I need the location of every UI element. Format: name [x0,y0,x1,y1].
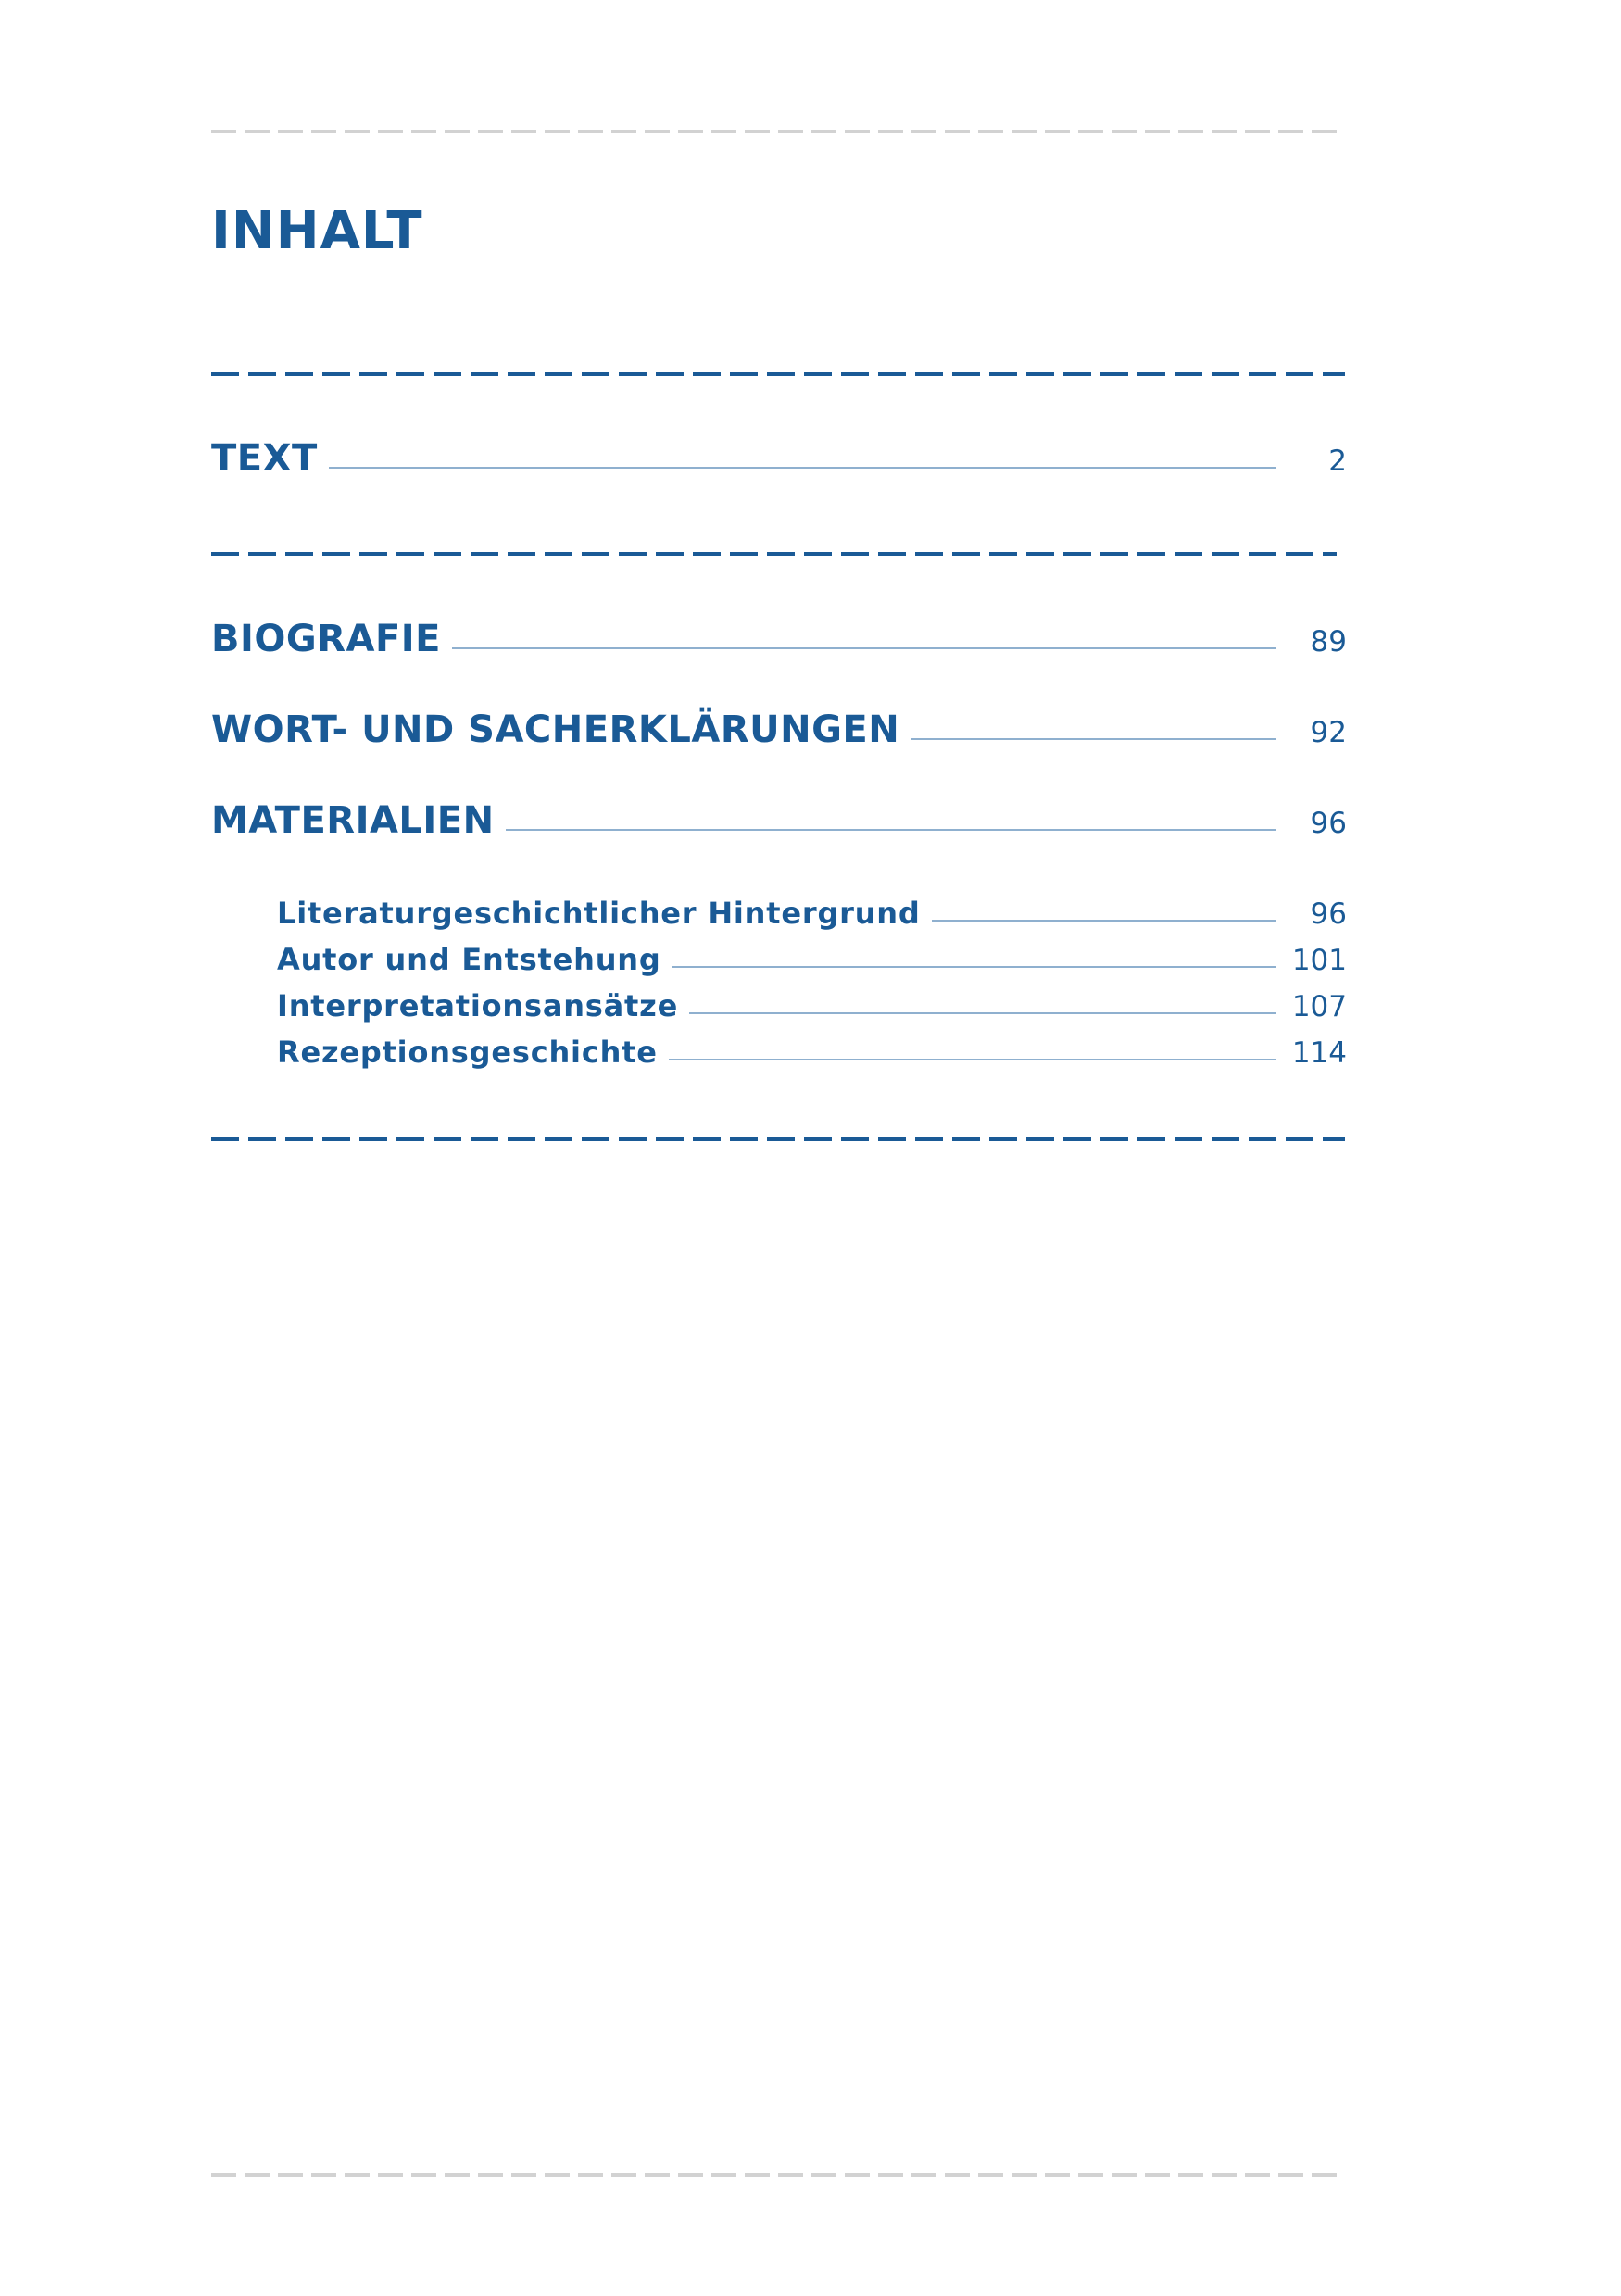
toc-leader-line [452,647,1276,649]
toc-page-number: 114 [1291,1036,1347,1070]
toc-page-number: 96 [1310,897,1347,931]
toc-entry-wort-und-sacherklaerungen[interactable] [211,709,1347,751]
toc-entry-text[interactable] [211,437,1347,480]
toc-leader-line [911,738,1276,740]
toc-subentry-label: Autor und Entstehung [277,942,661,977]
toc-page-number: 92 [1310,716,1347,749]
section-divider [211,552,1337,556]
toc-subentry-rezeption[interactable] [277,1035,1347,1070]
toc-subentry-label: Rezeptionsgeschichte [277,1035,658,1070]
top-dashed-rule [211,130,1345,133]
toc-subentry-label: Literaturgeschichtlicher Hintergrund [277,896,921,931]
toc-entry-materialien[interactable] [211,799,1347,842]
toc-page-number: 96 [1310,807,1347,840]
toc-page-number: 2 [1328,445,1347,478]
toc-entry-label: BIOGRAFIE [211,618,441,660]
toc-leader-line [689,1012,1276,1014]
section-divider [211,1137,1345,1141]
toc-entry-label: WORT- UND SACHERKLÄRUNGEN [211,709,900,751]
toc-page-number: 107 [1291,990,1347,1023]
toc-entry-label: TEXT [211,437,318,480]
bottom-dashed-rule [211,2173,1345,2177]
toc-leader-line [932,920,1276,922]
toc-leader-line [506,829,1276,831]
toc-leader-line [669,1059,1276,1060]
toc-subentry-interpretation[interactable] [277,988,1347,1023]
section-divider [211,372,1345,376]
toc-subentry-autor[interactable] [277,942,1347,977]
toc-subentry-label: Interpretationsansätze [277,988,679,1023]
toc-leader-line [672,966,1276,968]
toc-leader-line [329,467,1276,469]
page-title: INHALT [211,201,423,261]
toc-subentry-literaturgeschichte[interactable] [277,896,1347,931]
toc-page-number: 101 [1291,944,1347,977]
toc-entry-label: MATERIALIEN [211,799,495,842]
toc-entry-biografie[interactable] [211,618,1347,660]
toc-page-number: 89 [1310,625,1347,659]
